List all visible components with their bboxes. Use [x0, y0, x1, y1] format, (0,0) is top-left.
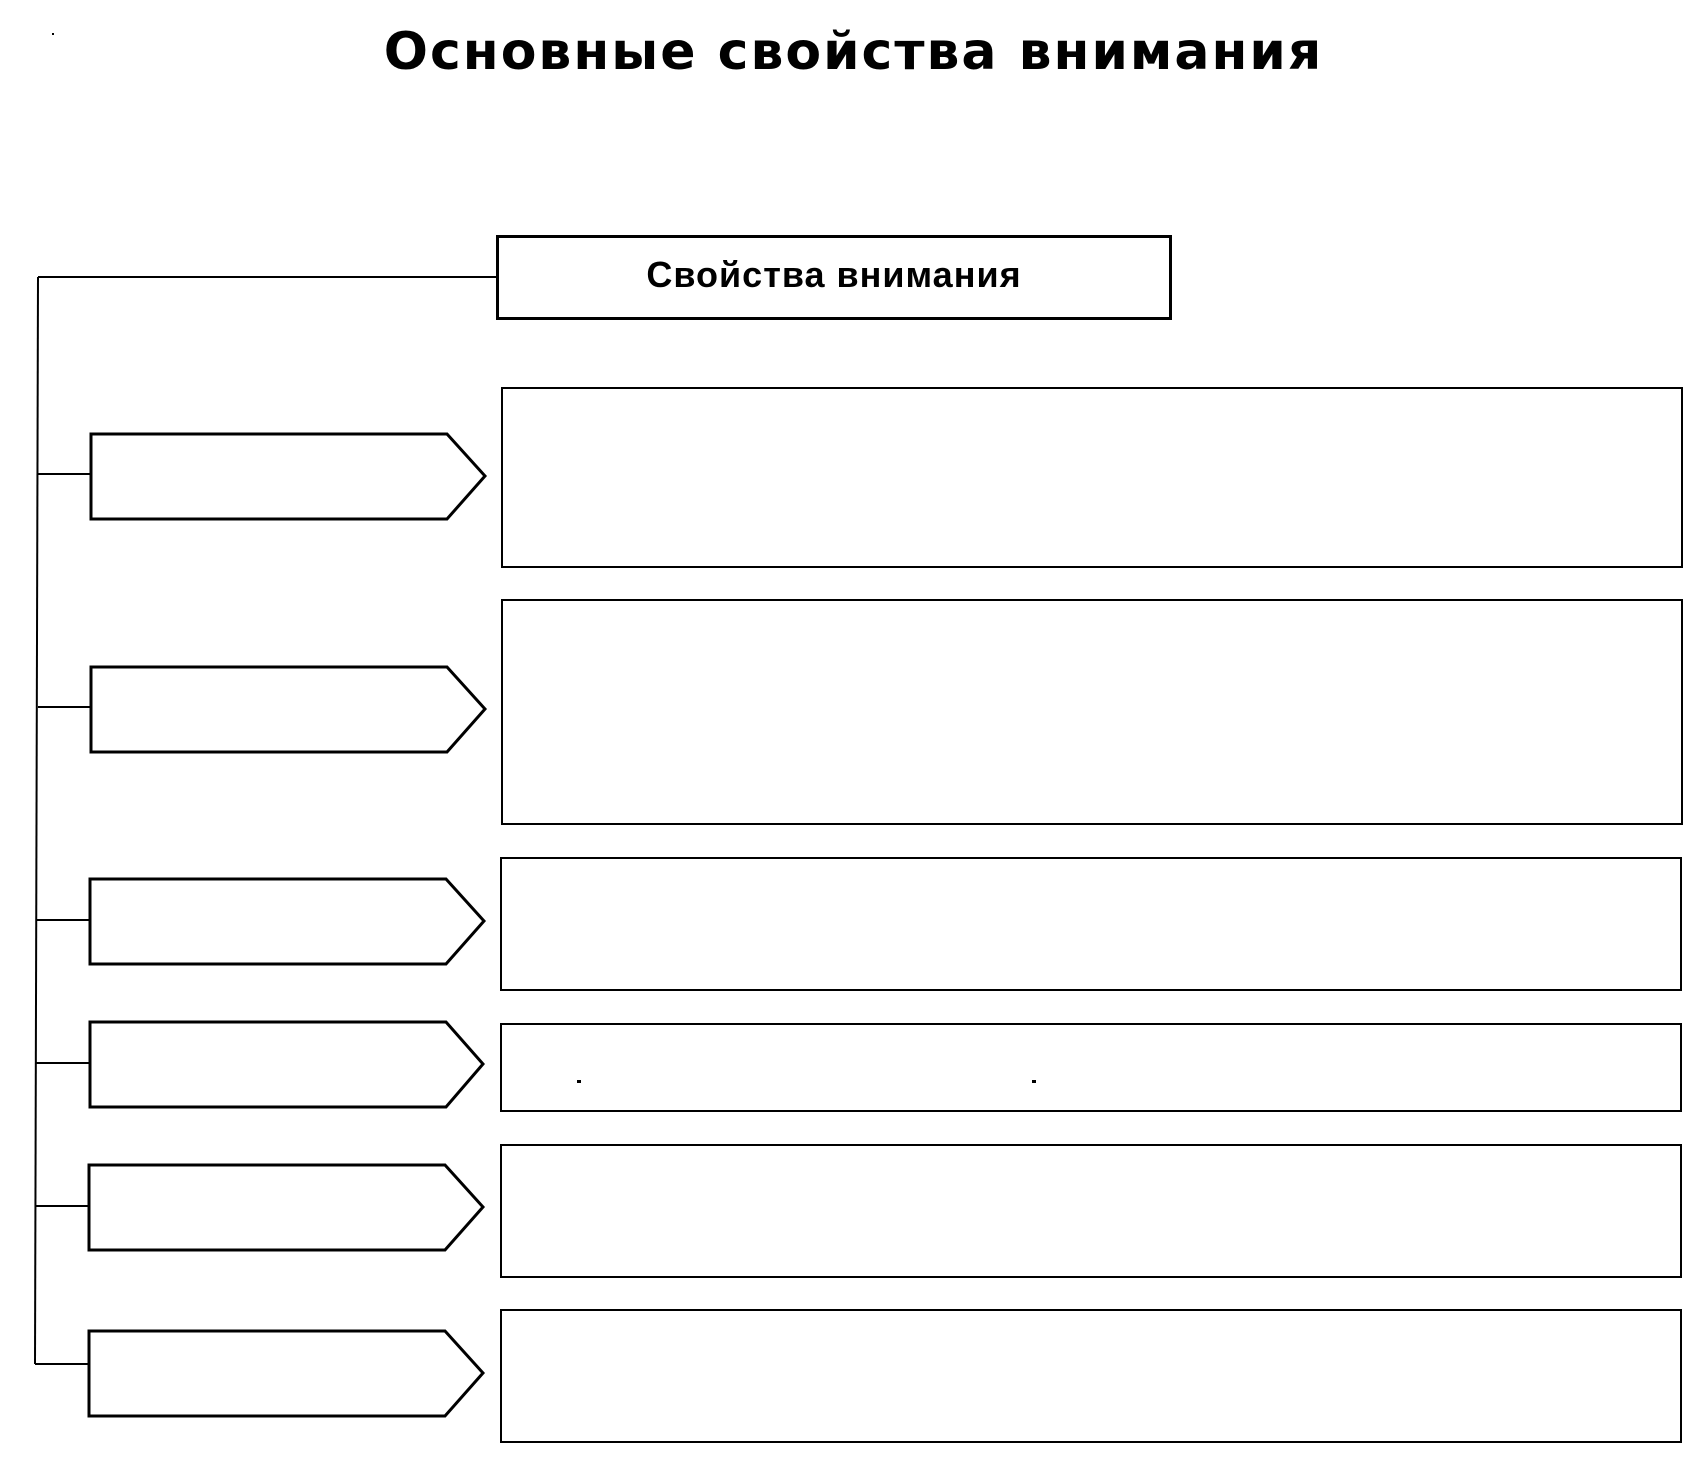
scan-speck [577, 1080, 581, 1083]
property-arrow-1 [91, 434, 485, 519]
property-arrow-3 [90, 879, 484, 964]
root-connector-vertical [35, 277, 38, 1364]
page-title: Основные свойства внимания [383, 22, 1324, 82]
answer-box-6[interactable] [500, 1309, 1682, 1443]
answer-box-4[interactable] [500, 1023, 1682, 1112]
answer-box-2[interactable] [501, 599, 1683, 825]
root-label: Свойства внимания [646, 254, 1022, 295]
property-arrow-5 [89, 1165, 483, 1250]
property-arrow-6 [89, 1331, 483, 1416]
property-arrow-2 [91, 667, 485, 752]
scan-speck [52, 33, 54, 35]
answer-box-5[interactable] [500, 1144, 1682, 1278]
answer-box-3[interactable] [500, 857, 1682, 991]
answer-box-1[interactable] [501, 387, 1683, 568]
property-arrow-4 [90, 1022, 483, 1107]
root-box [496, 235, 1172, 320]
scan-speck [1032, 1080, 1036, 1083]
